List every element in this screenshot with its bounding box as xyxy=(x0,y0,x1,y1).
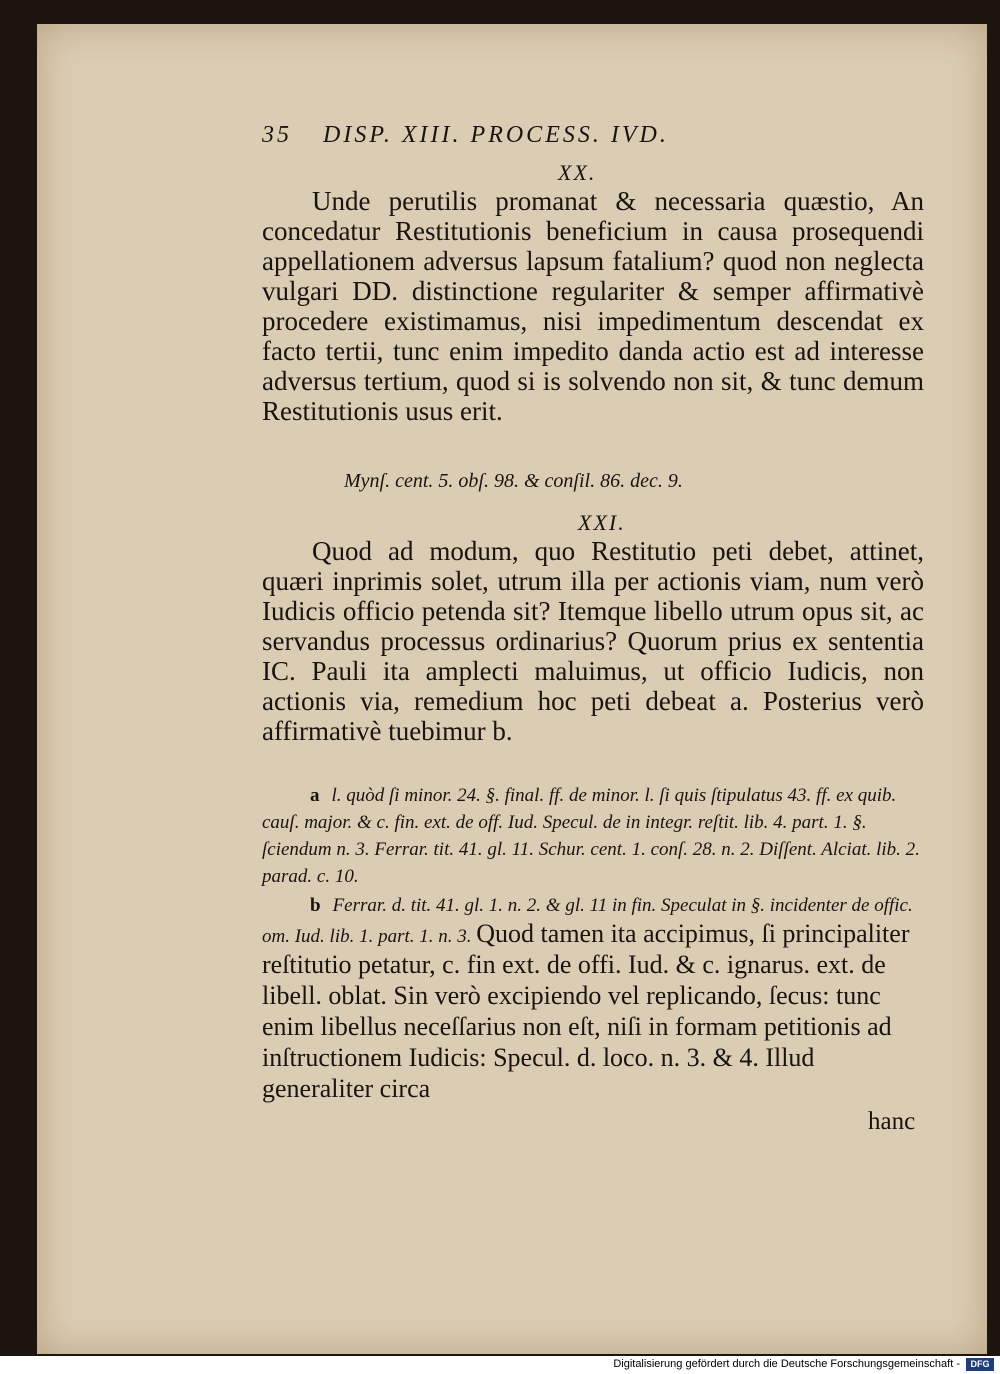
dfg-logo-icon: DFG xyxy=(966,1358,994,1371)
section-number-xx: XX. xyxy=(558,160,597,185)
footnote-continuation: Quod tamen ita accipimus, ſi principaliter reſtitutio petatur, c. fin ext. de offi. Iud. & c. ignarus. ext. de libell. oblat. Sin verò excipiendo vel replicando, ſecus: tunc enim libellus neceſſarius non eſt, niſi in formam petitionis ad inſtructionem Iudicis: Specul. d. loco. n. 3. & 4. Illud generaliter circa xyxy=(262,919,910,1103)
paragraph-text: Unde perutilis promanat & necessaria quæstio, An concedatur Restitutionis beneficium in causa prosequendi appellationem adversus lapsum fatalium? quod non neglecta vulgari DD. distinctione regulariter & semper affirmativè procedere existimamus, nisi impedimentum descendat ex facto tertii, tunc enim impedito danda actio est ad interesse adversus tertium, quod si is solvendo non sit, & tunc demum Restitutionis usus erit. xyxy=(262,186,924,426)
footnote-a xyxy=(262,782,924,890)
section-xx-paragraph xyxy=(262,186,924,426)
catchword: hanc xyxy=(868,1108,916,1135)
footnote-marker: b xyxy=(310,895,321,916)
footnote-text: l. quòd ſi minor. 24. §. final. ff. de minor. l. ſi quis ſtipulatus 43. ff. ex quib. cauſ. major. & c. fin. ext. de off. Iud. Specul. de in integr. reſtit. lib. 4. part. 1. §. ſciendum n. 3. Ferrar. tit. 41. gl. 11. Schur. cent. 1. conſ. 28. n. 2. Diſſent. Alciat. lib. 2. parad. c. 10. xyxy=(262,785,920,887)
section-number-xxi: XXI. xyxy=(578,510,626,535)
digitization-footer xyxy=(0,1356,1000,1374)
citation-xx: Mynſ. cent. 5. obſ. 98. & conſil. 86. dec. 9. xyxy=(344,470,683,492)
footnote-b xyxy=(262,892,924,1105)
paragraph-text: Quod ad modum, quo Restitutio peti debet, attinet, quæri inprimis solet, utrum illa per actionis viam, num verò Iudicis officio petenda sit? Itemque libello utrum opus sit, ac servandus processus ordinarius? Quorum prius ex sententia IC. Pauli ita amplecti maluimus, ut officio Iudicis, non actionis via, remedium hoc peti debeat a. Posterius verò affirmativè tuebimur b. xyxy=(262,536,924,746)
footnote-text: Ferrar. d. tit. 41. gl. 1. n. 2. & gl. 11 in fin. Speculat in §. incidenter de offic. om. Iud. lib. 1. part. 1. n. 3. xyxy=(262,895,913,947)
section-xxi-paragraph xyxy=(262,536,924,746)
footer-credit: Digitalisierung gefördert durch die Deutsche Forschungsgemeinschaft - xyxy=(613,1358,960,1370)
running-header xyxy=(262,122,924,149)
running-title: DISP. XIII. PROCESS. IVD. xyxy=(323,122,669,148)
footnote-marker: a xyxy=(310,785,320,806)
page-number: 35 xyxy=(262,122,292,148)
